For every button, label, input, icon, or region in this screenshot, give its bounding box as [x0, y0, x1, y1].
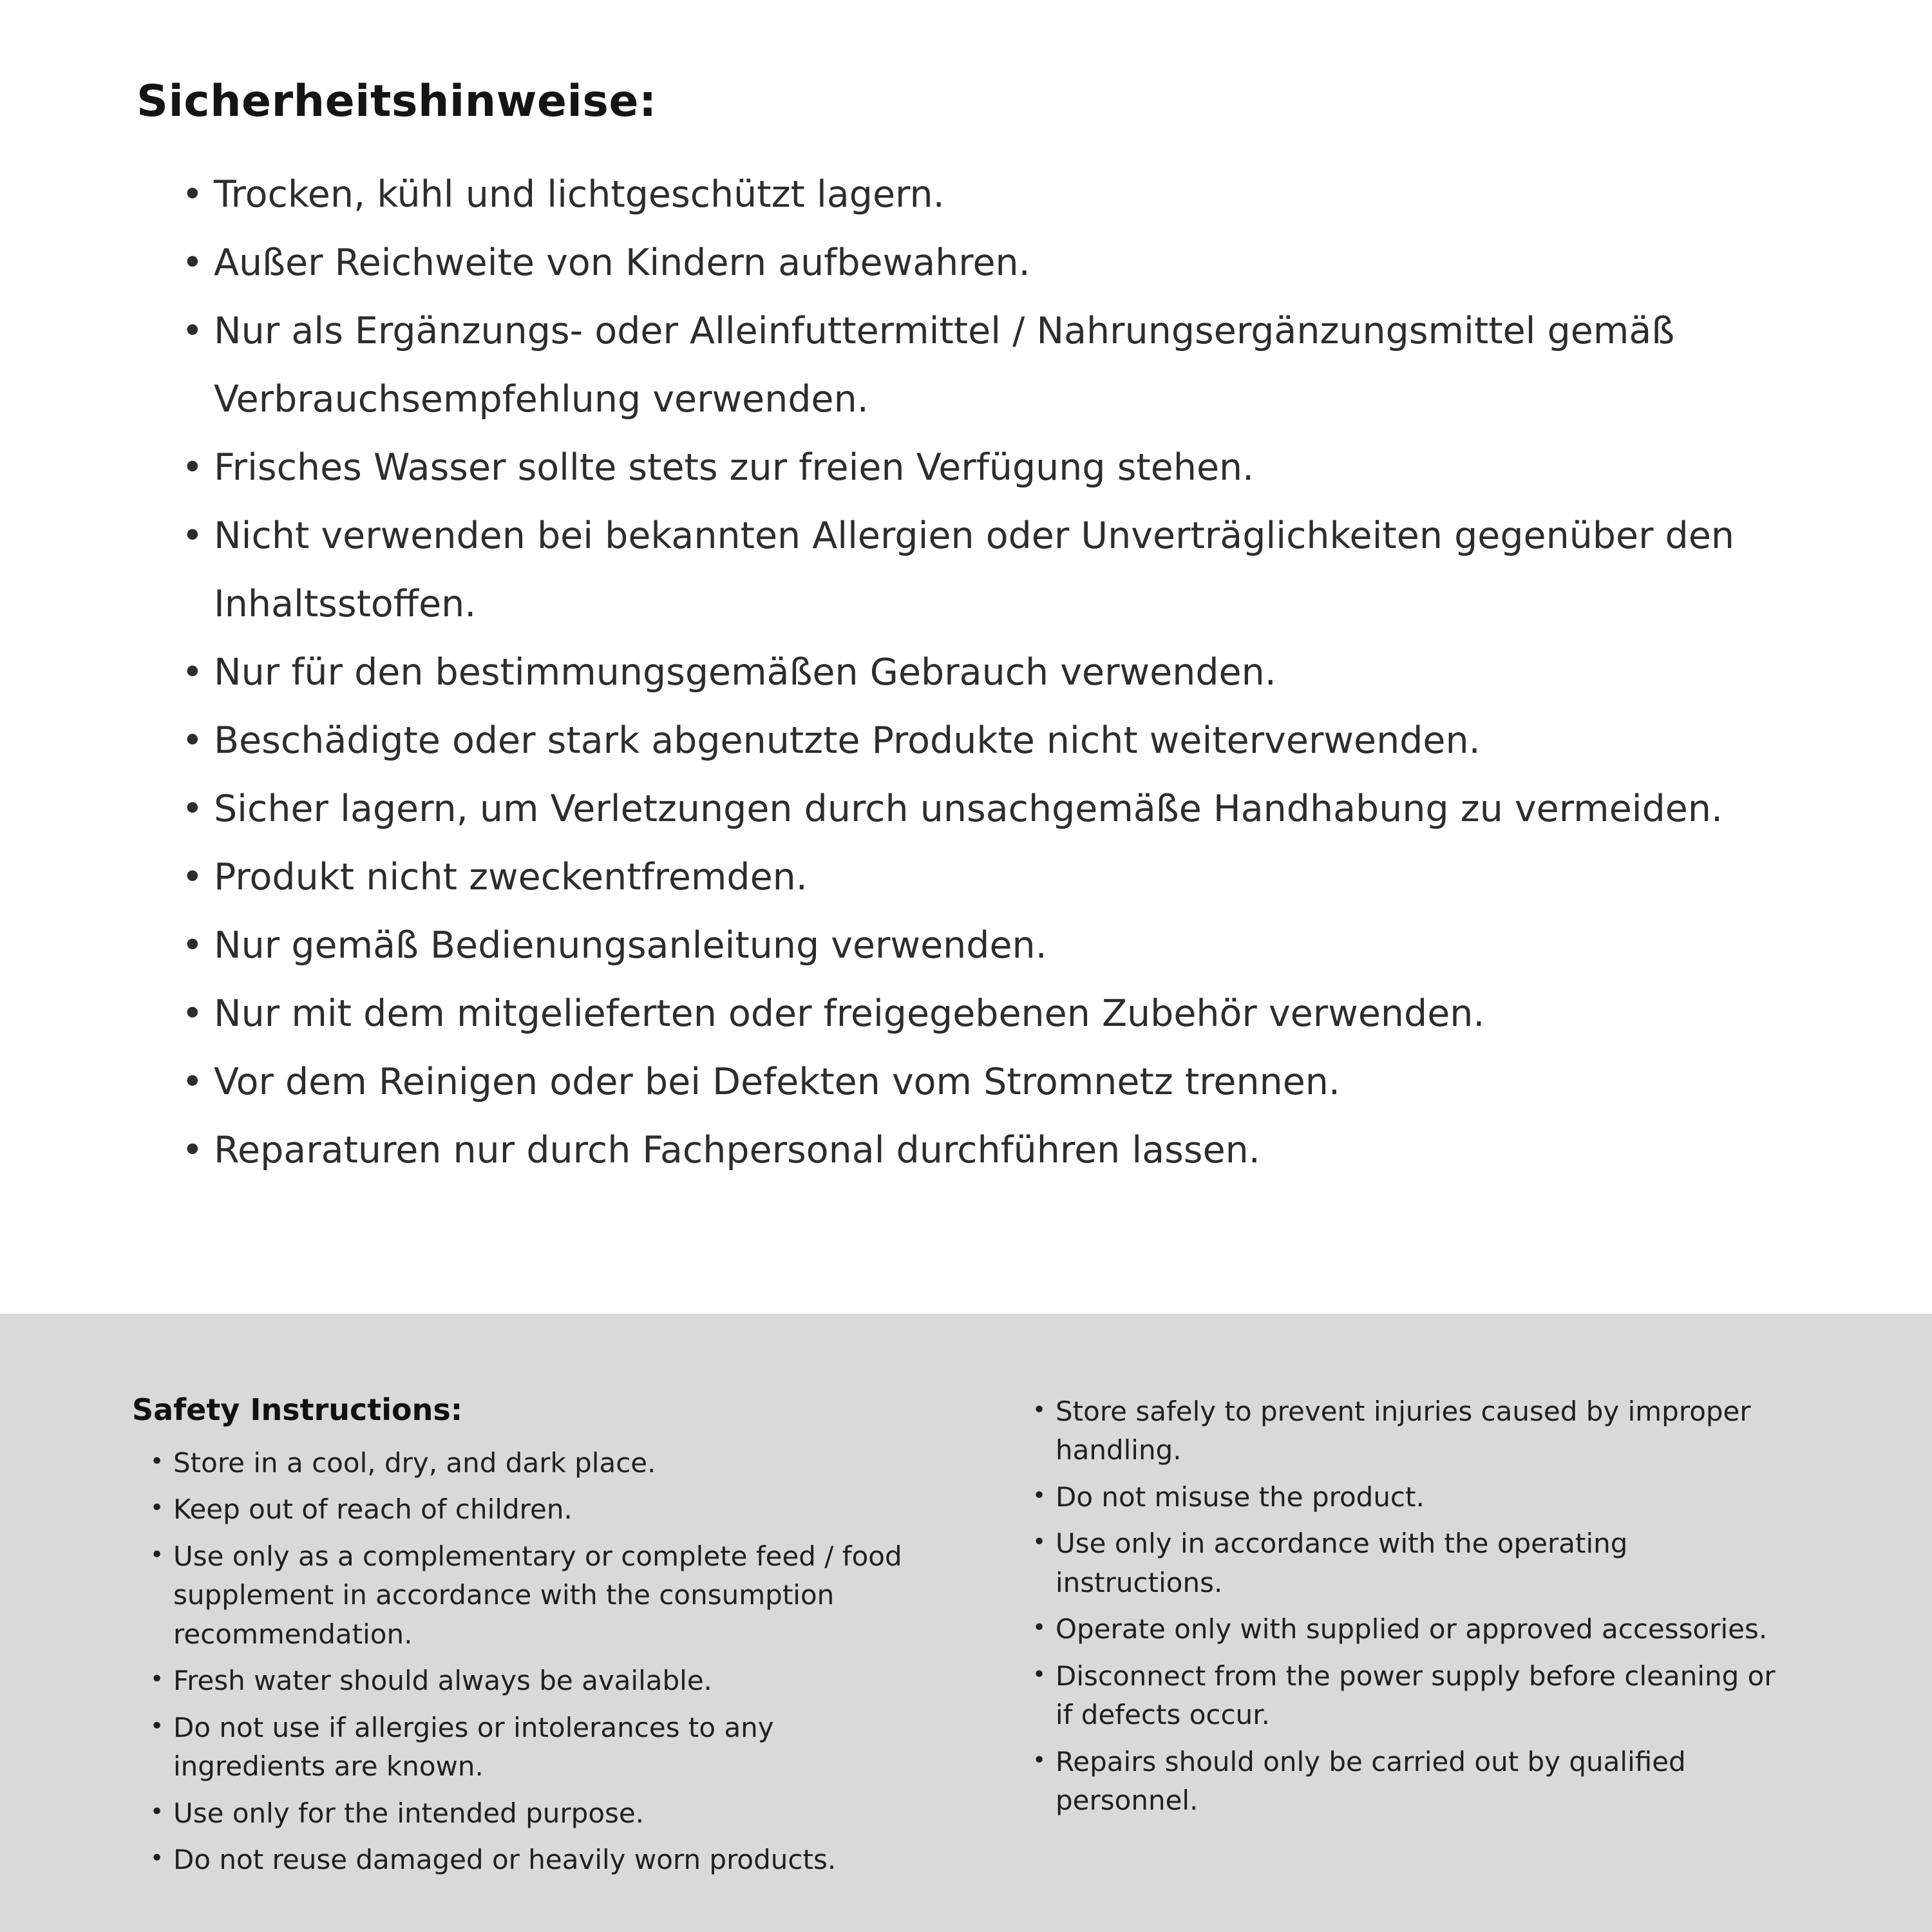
- list-item: • Reparaturen nur durch Fachpersonal durchführen lassen.: [176, 1116, 1803, 1184]
- list-item: • Use only for the intended purpose.: [149, 1794, 918, 1833]
- list-item: • Sicher lagern, um Verletzungen durch unsachgemäße Handhabung zu vermeiden.: [176, 775, 1803, 843]
- english-safety-list-right: [1014, 1392, 1800, 1821]
- list-item: • Keep out of reach of children.: [149, 1490, 918, 1529]
- list-item: • Frisches Wasser sollte stets zur freien Verfügung stehen.: [176, 433, 1803, 502]
- list-item: • Außer Reichweite von Kindern aufbewahren.: [176, 229, 1803, 297]
- list-item: • Beschädigte oder stark abgenutzte Produkte nicht weiterverwenden.: [176, 706, 1803, 775]
- list-item: • Nur gemäß Bedienungsanleitung verwenden.: [176, 911, 1803, 980]
- list-item: • Nicht verwenden bei bekannten Allergien oder Unverträglichkeiten gegenüber den Inhaltsstoffen.: [176, 502, 1803, 638]
- german-safety-list: [137, 160, 1803, 1184]
- english-left-column: [132, 1392, 918, 1932]
- english-right-column: [1014, 1392, 1800, 1932]
- english-section-title: Safety Instructions:: [132, 1392, 463, 1427]
- list-item: • Operate only with supplied or approved accessories.: [1031, 1610, 1800, 1649]
- list-item: • Vor dem Reinigen oder bei Defekten vom Stromnetz trennen.: [176, 1048, 1803, 1116]
- list-item: • Store in a cool, dry, and dark place.: [149, 1444, 918, 1482]
- list-item: • Use only as a complementary or complete feed / food supplement in accordance with the consumption recommendation.: [149, 1537, 918, 1654]
- german-section-title: Sicherheitshinweise:: [137, 76, 657, 127]
- list-item: • Trocken, kühl und lichtgeschützt lagern.: [176, 160, 1803, 229]
- list-item: • Fresh water should always be available.: [149, 1662, 918, 1700]
- list-item: • Store safely to prevent injuries caused by improper handling.: [1031, 1392, 1800, 1470]
- list-item: • Nur für den bestimmungsgemäßen Gebrauch verwenden.: [176, 638, 1803, 706]
- list-item: • Do not use if allergies or intolerances to any ingredients are known.: [149, 1709, 918, 1786]
- english-safety-section: [0, 1314, 1932, 1932]
- list-item: • Use only in accordance with the operating instructions.: [1031, 1524, 1800, 1602]
- list-item: • Repairs should only be carried out by qualified personnel.: [1031, 1743, 1800, 1821]
- list-item: • Do not misuse the product.: [1031, 1478, 1800, 1517]
- list-item: • Disconnect from the power supply before cleaning or if defects occur.: [1031, 1657, 1800, 1735]
- list-item: • Produkt nicht zweckentfremden.: [176, 843, 1803, 911]
- list-item: • Do not reuse damaged or heavily worn products.: [149, 1841, 918, 1879]
- list-item: • Nur mit dem mitgelieferten oder freigegebenen Zubehör verwenden.: [176, 980, 1803, 1048]
- list-item: • Nur als Ergänzungs- oder Alleinfuttermittel / Nahrungsergänzungsmittel gemäß Verbrauchsempfehlung verwenden.: [176, 297, 1803, 433]
- english-safety-list-left: [132, 1444, 918, 1880]
